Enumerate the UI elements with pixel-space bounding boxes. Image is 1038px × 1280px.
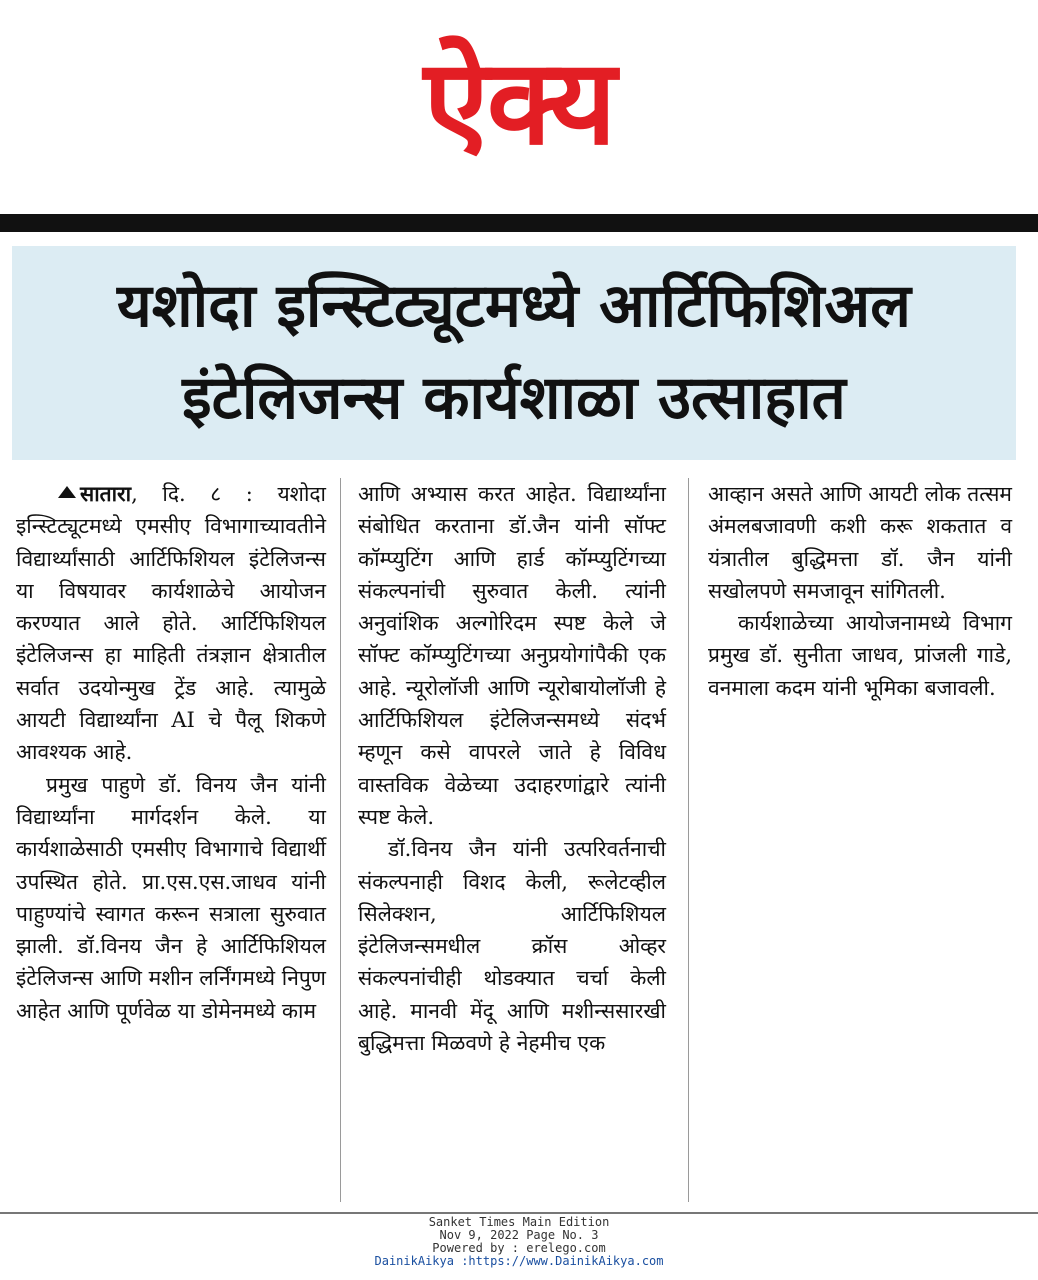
article-paragraph: डॉ.विनय जैन यांनी उत्परिवर्तनाची संकल्पनाही विशद केली, रूलेटव्हील सिलेक्शन, आर्टिफिशियल इंटेलिजन्समधील क्रॉस ओव्हर संकल्पनांचीही थोडक्यात चर्चा केली आहे. मानवी मेंदू आणि मशीन्ससारखी बुद्धिमत्ता मिळवणे हे नेहमीच एक bbox=[358, 837, 666, 1056]
headline-box bbox=[12, 246, 1016, 460]
article-paragraph: आणि अभ्यास करत आहेत. विद्यार्थ्यांना संबोधित करताना डॉ.जैन यांनी सॉफ्ट कॉम्प्युटिंग आणि हार्ड कॉम्प्युटिंगच्या संकल्पनांची सुरुवात केली. त्यांनी अनुवांशिक अल्गोरिदम स्पष्ट केले जे सॉफ्ट कॉम्प्युटिंगच्या अनुप्रयोगांपैकी एक आहे. न्यूरोलॉजी आणि न्यूरोबायोलॉजी हे आर्टिफिशियल इंटेलिजन्समध्ये संदर्भ म्हणून कसे वापरले जाते हे विविध वास्तविक वेळेच्या उदाहरणांद्वारे त्यांनी स्पष्ट केले. bbox=[358, 482, 666, 829]
footer bbox=[0, 1216, 1038, 1268]
footer-powered-by: Powered by : erelego.com bbox=[432, 1241, 606, 1255]
triangle-marker-icon bbox=[58, 486, 76, 498]
headline-line-1: यशोदा इन्स्टिट्यूटमध्ये आर्टिफिशिअल bbox=[117, 271, 911, 341]
article-column-1 bbox=[16, 478, 326, 1027]
footer-site-label: DainikAikya : bbox=[374, 1254, 469, 1268]
article-column-2 bbox=[358, 478, 666, 1059]
footer-site bbox=[0, 1255, 1038, 1268]
column-divider bbox=[340, 478, 341, 1202]
footer-rule bbox=[0, 1212, 1038, 1214]
article-paragraph bbox=[16, 478, 326, 769]
footer-site-link[interactable]: https://www.DainikAikya.com bbox=[468, 1254, 664, 1268]
headline-line-2: इंटेलिजन्स कार्यशाळा उत्साहात bbox=[182, 363, 846, 433]
paragraph-text: , दि. ८ : यशोदा इन्स्टिट्यूटमध्ये एमसीए विभागाच्यावतीने विद्यार्थ्यांसाठी आर्टिफिशियल इंटेलिजन्स या विषयावर कार्यशाळेचे आयोजन करण्यात आले होते. आर्टिफिशियल इंटेलिजन्स हा माहिती तंत्रज्ञान क्षेत्रातील सर्वात उदयोन्मुख ट्रेंड आहे. त्यामुळे आयटी विद्यार्थ्यांना AI चे पैलू शिकणे आवश्यक आहे. bbox=[16, 482, 326, 765]
footer-date-page: Nov 9, 2022 Page No. 3 bbox=[439, 1228, 599, 1242]
article-paragraph: आव्हान असते आणि आयटी लोक तत्सम अंमलबजावणी कशी करू शकतात व यंत्रातील बुद्धिमत्ता डॉ. जैन यांनी सखोलपणे समजावून सांगितली. bbox=[708, 482, 1012, 603]
newspaper-logo: ऐक्य bbox=[423, 33, 615, 171]
dateline: सातारा bbox=[80, 481, 132, 506]
article-paragraph: प्रमुख पाहुणे डॉ. विनय जैन यांनी विद्यार्थ्यांना मार्गदर्शन केले. या कार्यशाळेसाठी एमसीए विभागाचे विद्यार्थी उपस्थित होते. प्रा.एस.एस.जाधव यांनी पाहुण्यांचे स्वागत करून सत्राला सुरुवात झाली. डॉ.विनय जैन हे आर्टिफिशियल इंटेलिजन्स आणि मशीन लर्निंगमध्ये निपुण आहेत आणि पूर्णवेळ या डोमेनमध्ये काम bbox=[16, 772, 326, 1023]
masthead-rule bbox=[0, 214, 1038, 232]
article-paragraph: कार्यशाळेच्या आयोजनामध्ये विभाग प्रमुख डॉ. सुनीता जाधव, प्रांजली गाडे, वनमाला कदम यांनी भूमिका बजावली. bbox=[708, 611, 1012, 700]
article-column-3 bbox=[708, 478, 1012, 704]
column-divider bbox=[688, 478, 689, 1202]
footer-edition: Sanket Times Main Edition bbox=[428, 1215, 610, 1229]
masthead bbox=[0, 0, 1038, 212]
